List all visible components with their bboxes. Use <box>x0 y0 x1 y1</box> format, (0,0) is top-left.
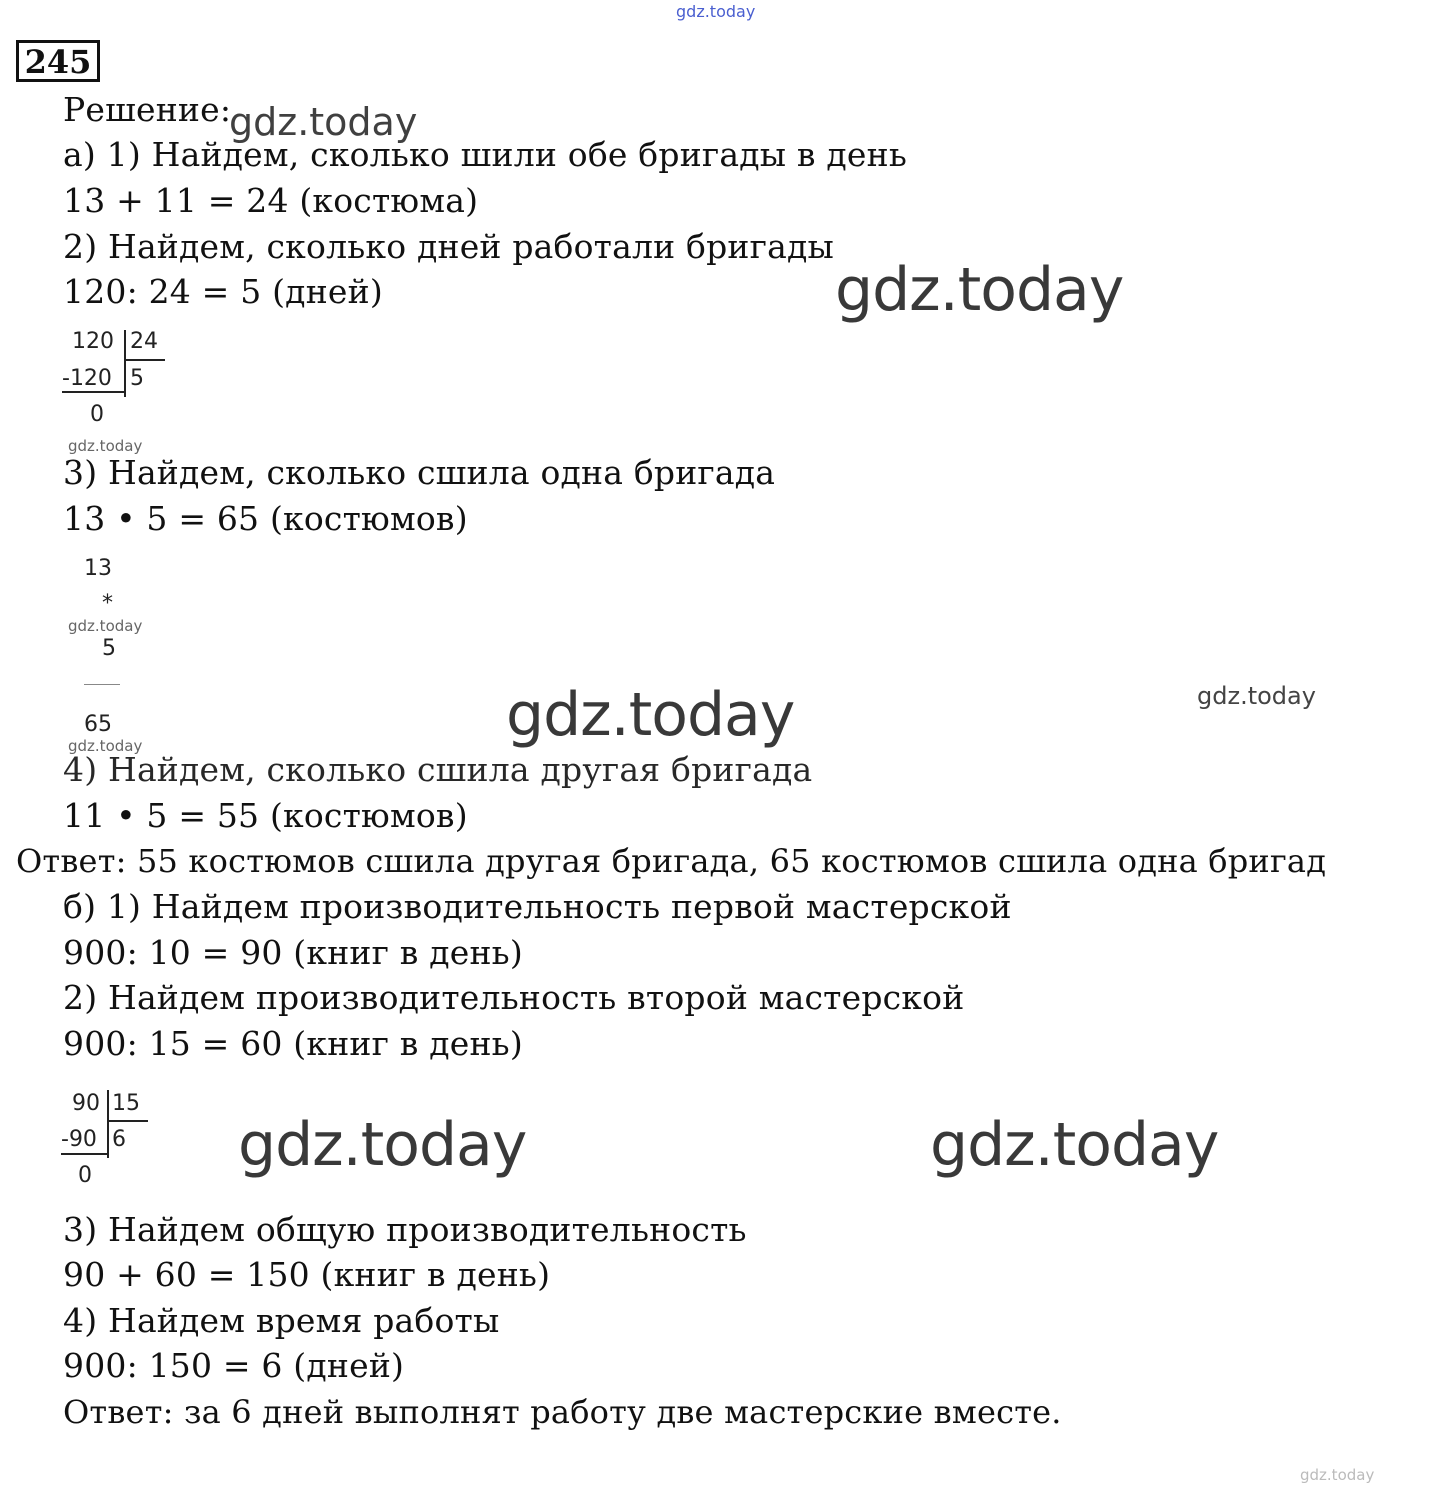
division-quotient-line <box>108 1120 148 1122</box>
part-a-step4: 4) Найдем, сколько сшила другая бригада <box>63 750 813 789</box>
division-vertical-line <box>107 1090 109 1158</box>
part-a-calc1: 13 + 11 = 24 (костюма) <box>63 181 479 220</box>
division-quotient: 5 <box>130 366 144 391</box>
division-remainder: 0 <box>90 402 104 427</box>
watermark: gdz.today <box>68 437 143 455</box>
header-watermark: gdz.today <box>676 2 756 21</box>
division-subtract-line <box>62 391 124 393</box>
watermark: gdz.today <box>68 737 143 755</box>
division-remainder: 0 <box>78 1163 92 1188</box>
part-a-step1: а) 1) Найдем, сколько шили обе бригады в день <box>63 135 908 174</box>
watermark: gdz.today <box>68 617 143 635</box>
part-a-calc2: 120: 24 = 5 (дней) <box>63 272 383 311</box>
division-dividend: 90 <box>72 1091 100 1116</box>
part-a-step3: 3) Найдем, сколько сшила одна бригада <box>63 453 776 492</box>
mult-result: 65 <box>84 712 112 737</box>
solution-label: Решение: <box>63 90 232 129</box>
part-b-answer: Ответ: за 6 дней выполнят работу две мастерские вместе. <box>63 1393 1062 1431</box>
division-divisor: 24 <box>130 329 158 354</box>
watermark: gdz.today <box>229 100 418 144</box>
watermark: gdz.today <box>1300 1466 1375 1484</box>
part-b-step1: б) 1) Найдем производительность первой мастерской <box>63 887 1012 926</box>
problem-number: 245 <box>16 40 100 82</box>
part-a-step2: 2) Найдем, сколько дней работали бригады <box>63 227 834 266</box>
watermark: gdz.today <box>930 1110 1219 1180</box>
division-dividend: 120 <box>72 329 114 354</box>
part-b-calc1: 900: 10 = 90 (книг в день) <box>63 933 523 972</box>
division-quotient: 6 <box>112 1127 126 1152</box>
part-b-calc4: 900: 150 = 6 (дней) <box>63 1346 405 1385</box>
part-b-calc3: 90 + 60 = 150 (книг в день) <box>63 1255 551 1294</box>
division-quotient-line <box>125 359 165 361</box>
watermark: gdz.today <box>506 680 795 750</box>
watermark: gdz.today <box>238 1110 527 1180</box>
watermark: gdz.today <box>835 255 1124 325</box>
division-subtrahend: -90 <box>61 1127 97 1152</box>
mult-top: 13 <box>84 556 112 581</box>
part-a-calc4: 11 • 5 = 55 (костюмов) <box>63 796 468 835</box>
part-b-calc2: 900: 15 = 60 (книг в день) <box>63 1024 523 1063</box>
mult-line <box>84 684 120 685</box>
mult-sign: * <box>102 591 113 616</box>
part-b-step4: 4) Найдем время работы <box>63 1301 500 1340</box>
part-b-step3: 3) Найдем общую производительность <box>63 1210 747 1249</box>
part-a-calc3: 13 • 5 = 65 (костюмов) <box>63 499 468 538</box>
part-a-answer: Ответ: 55 костюмов сшила другая бригада, 65 костюмов сшила одна бригад <box>16 842 1327 880</box>
watermark: gdz.today <box>1197 682 1316 710</box>
division-divisor: 15 <box>112 1091 140 1116</box>
part-b-step2: 2) Найдем производительность второй мастерской <box>63 978 965 1017</box>
division-vertical-line <box>124 330 126 397</box>
mult-bottom: 5 <box>102 636 116 661</box>
division-subtract-line <box>61 1153 107 1155</box>
division-subtrahend: -120 <box>62 366 112 391</box>
